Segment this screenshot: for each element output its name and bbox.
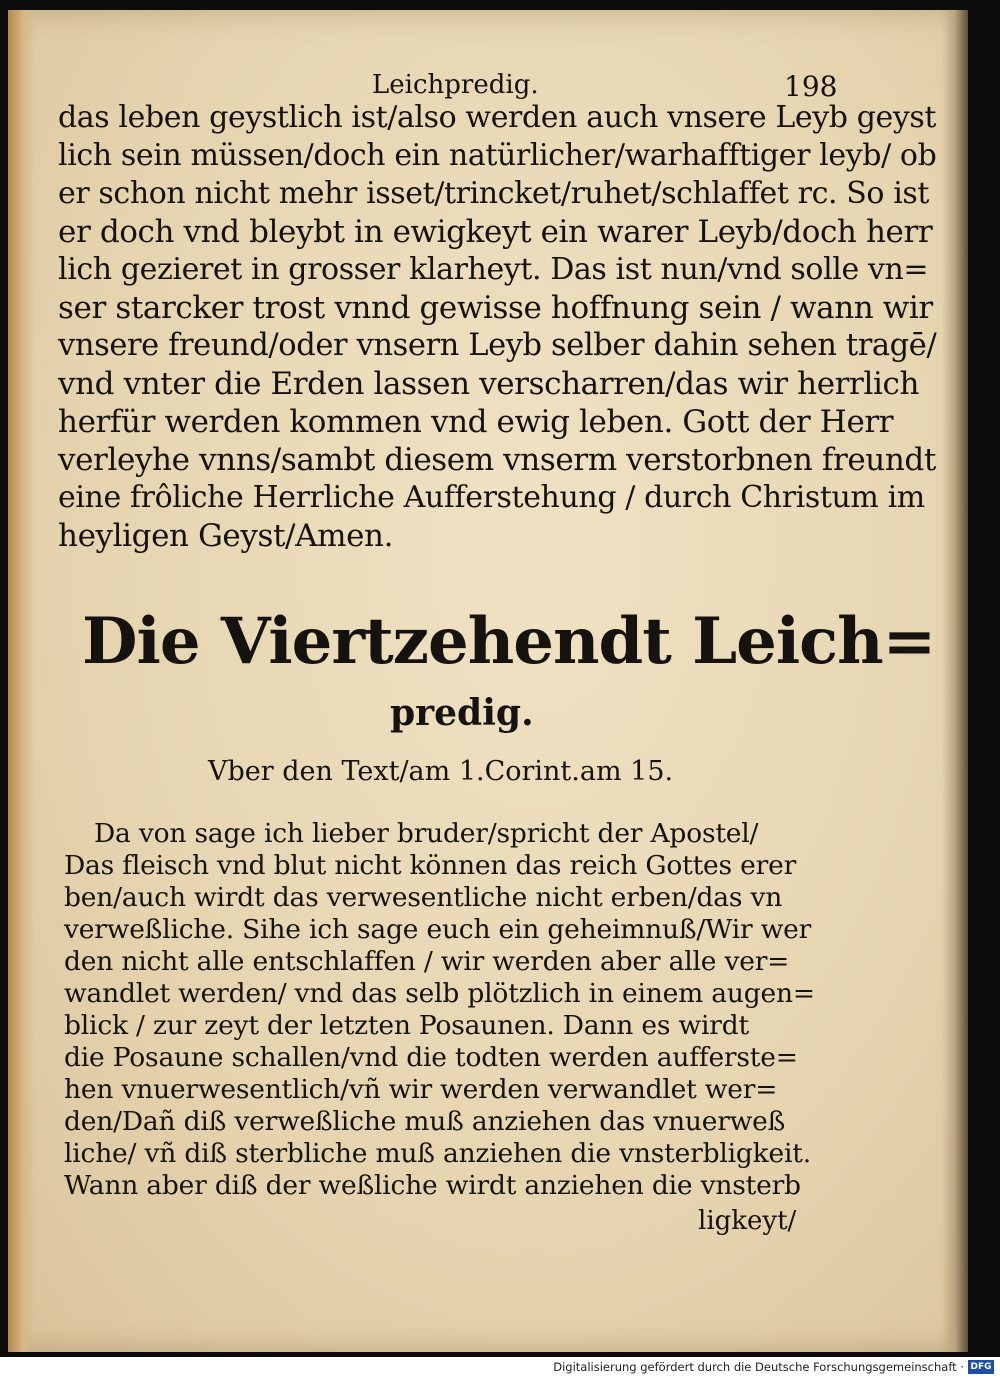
body-line: ser starcker trost vnnd gewisse hoffnung sein / wann wir (58, 290, 933, 326)
book-page (8, 10, 968, 1352)
body-line: eine frôliche Herrliche Aufferstehung / durch Christum im (58, 480, 925, 515)
chapter-subtitle: Vber den Text/am 1.Corint.am 15. (208, 756, 674, 787)
body-line: verleyhe vnns/sambt diesem vnserm verstorbnen freundt (58, 442, 936, 478)
chapter-title-continuation: predig. (390, 692, 534, 734)
body-line: er schon nicht mehr isset/trincket/ruhet/schlaffet rc. So ist (58, 176, 930, 211)
body-line: lich gezieret in grosser klarheyt. Das ist nun/vnd solle vn= (58, 252, 929, 287)
text-line: Wann aber diß der weßliche wirdt anziehen die vnsterb (64, 1170, 801, 1201)
text-line: liche/ vñ diß sterbliche muß anziehen die vnsterbligkeit. (64, 1138, 811, 1169)
text-line: Das fleisch vnd blut nicht können das reich Gottes erer (64, 850, 797, 881)
running-head: Leichpredig. (372, 70, 539, 100)
text-line: wandlet werden/ vnd das selb plötzlich in einem augen= (64, 978, 815, 1009)
text-line: den nicht alle entschlaffen / wir werden aber alle ver= (64, 946, 790, 977)
text-line: blick / zur zeyt der letzten Posaunen. Dann es wirdt (64, 1010, 749, 1041)
body-line: vnsere freund/oder vnsern Leyb selber dahin sehen tragē/ (58, 328, 937, 363)
text-line: die Posaune schallen/vnd die todten werden aufferste= (64, 1042, 798, 1073)
catchword: ligkeyt/ (698, 1206, 797, 1236)
text-line: ben/auch wirdt das verwesentliche nicht erben/das vn (64, 882, 783, 913)
dfg-logo: DFG (968, 1360, 994, 1374)
body-line: vnd vnter die Erden lassen verscharren/das wir herrlich (58, 366, 920, 402)
text-line: Da von sage ich lieber bruder/spricht der Apostel/ (94, 818, 759, 849)
chapter-title: Die Viertzehendt Leich= (82, 604, 936, 679)
page-left-edge (8, 10, 34, 1352)
page-number: 198 (784, 70, 838, 103)
text-line: den/Dañ diß verweßliche muß anziehen das vnuerweß (64, 1106, 786, 1137)
body-line: heyligen Geyst/Amen. (58, 518, 394, 554)
text-line: hen vnuerwesentlich/vñ wir werden verwandlet wer= (64, 1074, 778, 1105)
funding-notice: Digitalisierung gefördert durch die Deutsche Forschungsgemeinschaft · (553, 1360, 964, 1374)
body-line: das leben geystlich ist/also werden auch vnsere Leyb geyst (58, 100, 937, 135)
body-line: lich sein müssen/doch ein natürlicher/warhafftiger leyb/ ob (58, 138, 937, 173)
text-line: verweßliche. Sihe ich sage euch ein geheimnuß/Wir wer (64, 914, 812, 945)
body-line: er doch vnd bleybt in ewigkeyt ein warer Leyb/doch herr (58, 214, 933, 250)
body-line: herfür werden kommen vnd ewig leben. Gott der Herr (58, 404, 894, 440)
page-right-edge (942, 10, 968, 1352)
